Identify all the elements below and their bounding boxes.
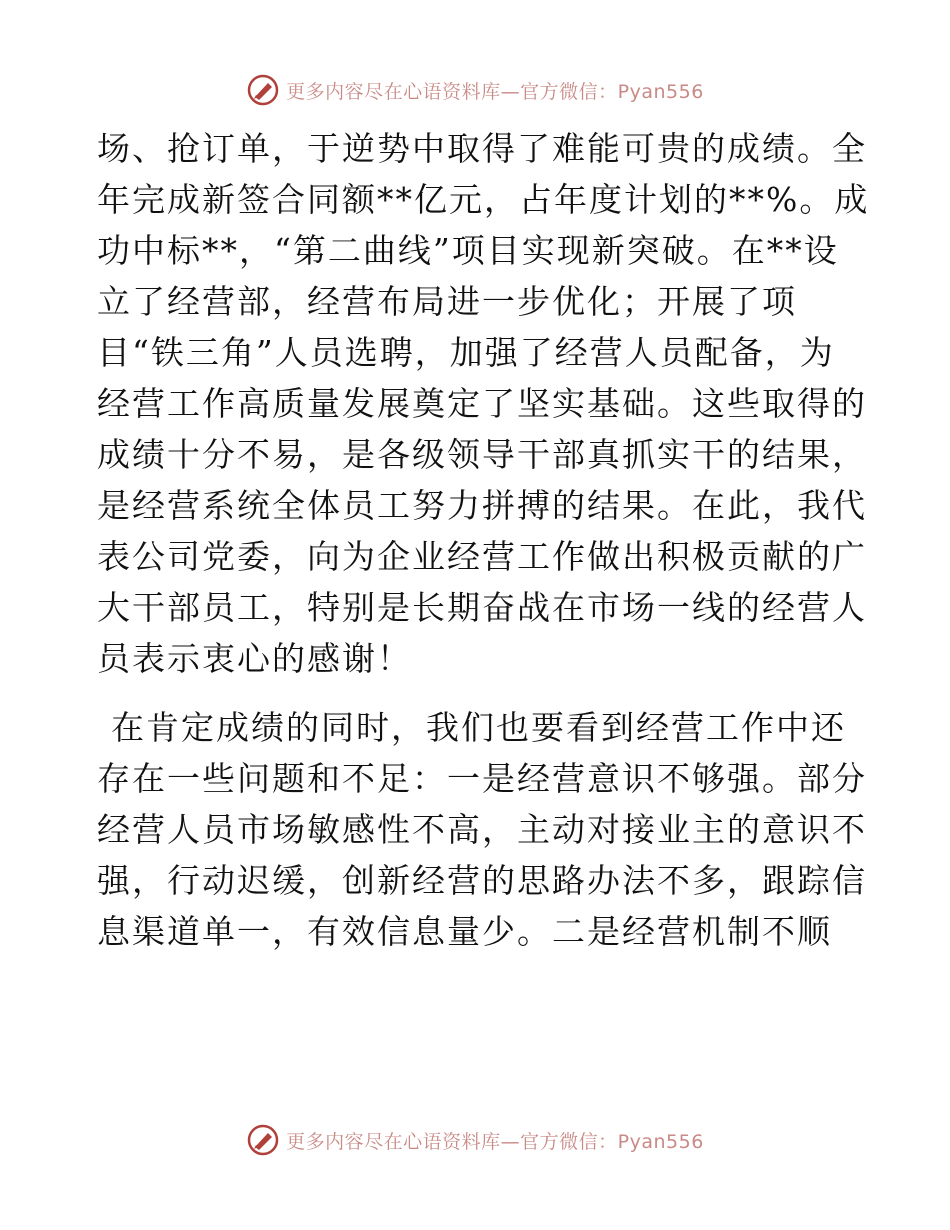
text-line: 员表示衷心的感谢！ [97,639,412,678]
text-line: 息渠道单一，有效信息量少。二是经营机制不顺 [97,912,832,951]
text-line: 场、抢订单，于逆势中取得了难能可贵的成绩。全 [97,129,867,168]
document-body [97,123,870,957]
text-line: 是经营系统全体员工努力拼搏的结果。在此，我代 [97,486,867,525]
pen-nib-seal-icon [246,73,280,107]
text-line: 经营人员市场敏感性不高，主动对接业主的意识不 [97,810,867,849]
text-line: 强，行动迟缓，创新经营的思路办法不多，跟踪信 [97,861,867,900]
paragraph-1 [97,123,870,684]
text-line: 功中标**，“第二曲线”项目实现新突破。在**设 [97,231,839,270]
text-line: 年完成新签合同额**亿元，占年度计划的**%。成 [97,180,870,219]
text-line: 在肯定成绩的同时，我们也要看到经营工作中还 [111,708,846,747]
footer-banner-text: 更多内容尽在心语资料库—官方微信：Pyan556 [286,1130,704,1153]
text-line: 存在一些问题和不足：一是经营意识不够强。部分 [97,759,867,798]
text-line: 目“铁三角”人员选聘，加强了经营人员配备，为 [97,333,835,372]
text-line: 表公司党委，向为企业经营工作做出积极贡献的广 [97,537,867,576]
paragraph-2 [97,702,867,957]
footer-banner [0,1120,950,1160]
header-banner-text: 更多内容尽在心语资料库—官方微信：Pyan556 [286,80,704,103]
text-line: 大干部员工，特别是长期奋战在市场一线的经营人 [97,588,867,627]
paragraph-spacer [97,684,857,702]
pen-nib-seal-icon [246,1123,280,1157]
text-line: 立了经营部，经营布局进一步优化；开展了项 [97,282,797,321]
header-banner [0,70,950,110]
text-line: 成绩十分不易，是各级领导干部真抓实干的结果， [97,435,867,474]
text-line: 经营工作高质量发展奠定了坚实基础。这些取得的 [97,384,867,423]
